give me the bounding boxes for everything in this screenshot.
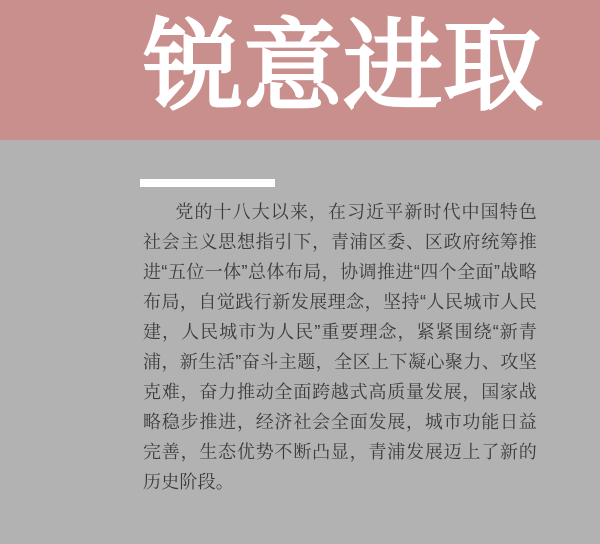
content-area [0,140,600,544]
header-banner [0,0,600,140]
page-title: 锐意进取 [143,11,543,123]
accent-bar [140,179,275,187]
body-paragraph: 党的十八大以来，在习近平新时代中国特色社会主义思想指引下，青浦区委、区政府统筹推进“五位一体”总体布局，协调推进“四个全面”战略布局，自觉践行新发展理念，坚持“人民城市人民建，人民城市为人民”重要理念，紧紧围绕“新青浦，新生活”奋斗主题，全区上下凝心聚力、攻坚克难，奋力推动全面跨越式高质量发展，国家战略稳步推进，经济社会全面发展，城市功能日益完善，生态优势不断凸显，青浦发展迈上了新的历史阶段。 [143,202,537,492]
